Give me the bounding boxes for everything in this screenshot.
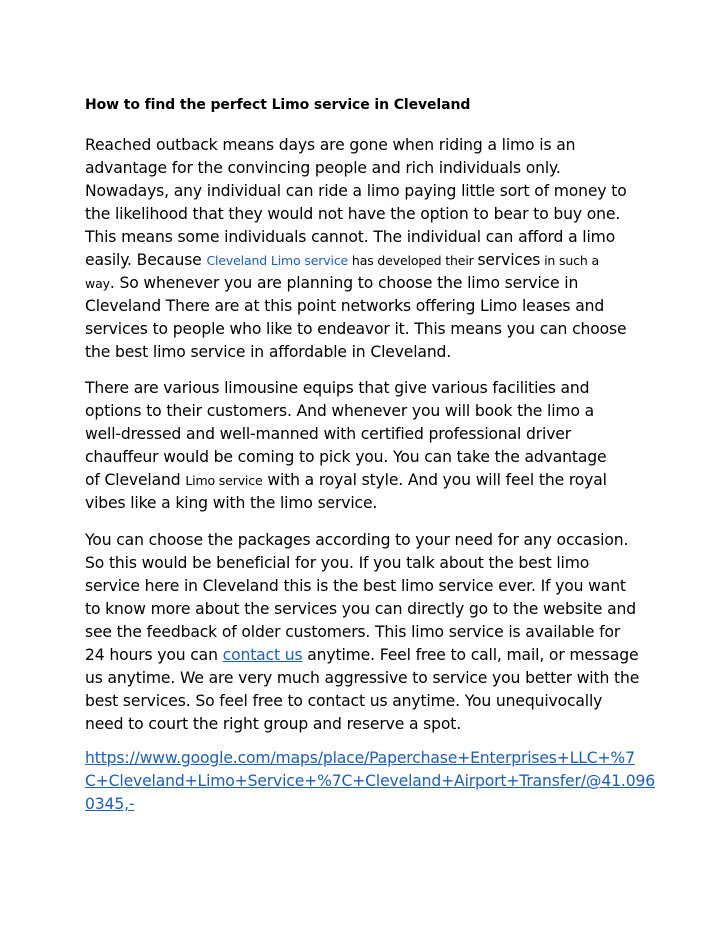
- text-line: service here in Cleveland this is the best limo service ever. If you want: [85, 577, 626, 595]
- text-line: see the feedback of older customers. This limo service is available for: [85, 623, 621, 641]
- text-segment: services: [477, 251, 541, 269]
- text-segment: anytime. Feel free to call, mail, or message: [302, 646, 639, 664]
- text-line: the likelihood that they would not have the option to bear to buy one.: [85, 205, 621, 223]
- text-line: This means some individuals cannot. The individual can afford a limo: [85, 228, 616, 246]
- text-line: There are various limousine equips that give various facilities and: [85, 379, 590, 397]
- text-line: [85, 469, 645, 492]
- text-line: to know more about the services you can directly go to the website and: [85, 600, 636, 618]
- contact-us-link[interactable]: contact us: [222, 646, 303, 664]
- text-line: Cleveland There are at this point networks offering Limo leases and: [85, 297, 605, 315]
- text-line: best services. So feel free to contact us anytime. You unequivocally: [85, 692, 603, 710]
- text-segment: has developed their: [348, 253, 478, 268]
- text-line: [85, 644, 645, 667]
- text-line: [85, 272, 645, 295]
- text-line: services to people who like to endeavor it. This means you can choose: [85, 320, 627, 338]
- text-line: options to their customers. And whenever you will book the limo a: [85, 402, 595, 420]
- document-title: How to find the perfect Limo service in Cleveland: [85, 97, 471, 113]
- text-segment: Limo service: [185, 473, 263, 488]
- text-line: You can choose the packages according to your need for any occasion.: [85, 531, 629, 549]
- text-line: advantage for the convincing people and rich individuals only.: [85, 159, 561, 177]
- text-line: Reached outback means days are gone when riding a limo is an: [85, 136, 576, 154]
- text-segment: easily. Because: [85, 251, 207, 269]
- text-line: us anytime. We are very much aggressive to service you better with the: [85, 669, 640, 687]
- text-segment: . So whenever you are planning to choose the limo service in: [109, 274, 579, 292]
- text-line: the best limo service in affordable in Cleveland.: [85, 343, 452, 361]
- text-segment: with a royal style. And you will feel the royal: [262, 471, 607, 489]
- cleveland-limo-service-link[interactable]: Cleveland Limo service: [206, 253, 349, 268]
- url-line[interactable]: https://www.google.com/maps/place/Paperchase+Enterprises+LLC+%7: [85, 749, 635, 767]
- paragraph-equipment: [85, 377, 645, 515]
- maps-url-link[interactable]: [85, 747, 656, 816]
- url-line[interactable]: C+Cleveland+Limo+Service+%7C+Cleveland+Airport+Transfer/@41.096: [85, 772, 656, 790]
- url-line[interactable]: 0345,-: [85, 795, 135, 813]
- text-line: [85, 249, 645, 272]
- paragraph-packages: [85, 529, 645, 736]
- text-segment: in such a: [540, 253, 599, 268]
- text-line: chauffeur would be coming to pick you. You can take the advantage: [85, 448, 607, 466]
- text-segment: 24 hours you can: [85, 646, 223, 664]
- text-line: need to court the right group and reserve a spot.: [85, 715, 462, 733]
- text-segment: of Cleveland: [85, 471, 186, 489]
- text-line: well-dressed and well-manned with certified professional driver: [85, 425, 571, 443]
- text-segment: way: [85, 276, 110, 291]
- text-line: Nowadays, any individual can ride a limo paying little sort of money to: [85, 182, 627, 200]
- text-line: vibes like a king with the limo service.: [85, 494, 378, 512]
- paragraph-intro: [85, 134, 645, 364]
- text-line: So this would be beneficial for you. If you talk about the best limo: [85, 554, 590, 572]
